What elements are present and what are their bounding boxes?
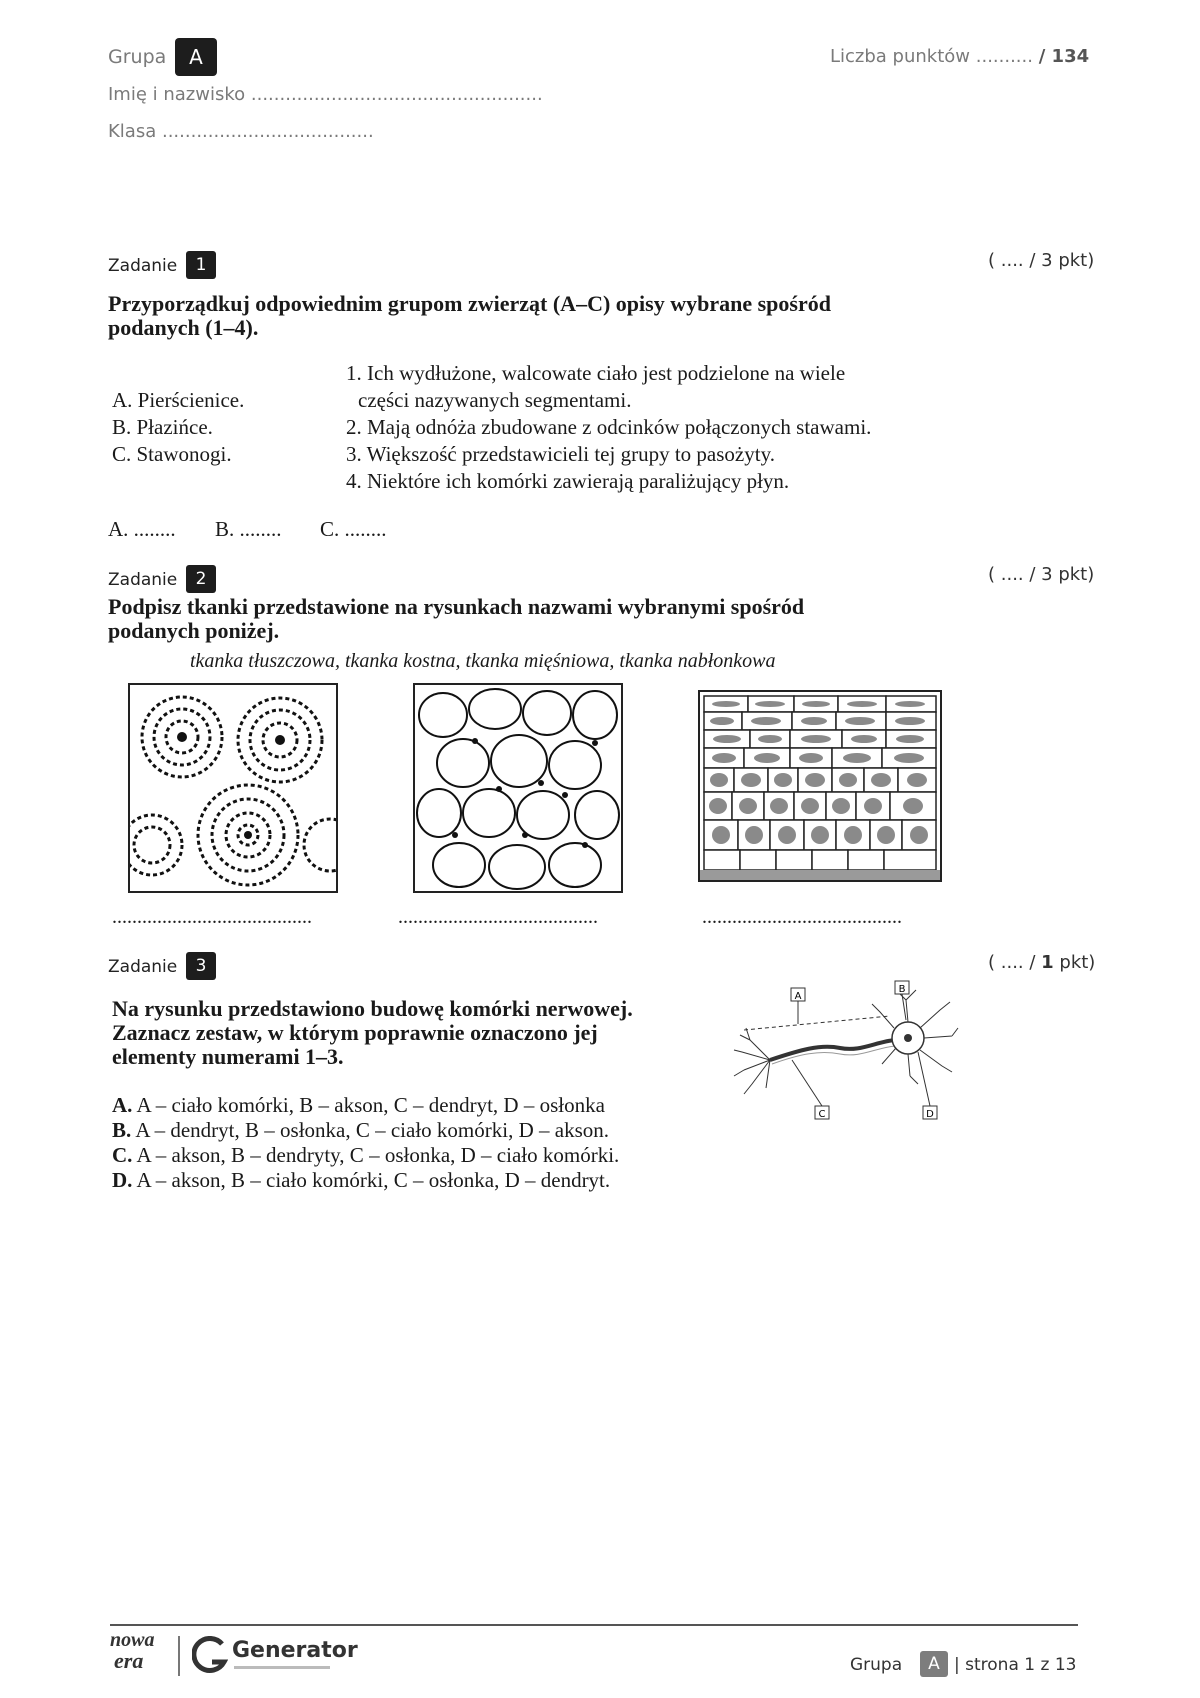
task1-answer-c[interactable]: C. ........ bbox=[320, 517, 387, 541]
task1-groups bbox=[112, 387, 244, 468]
task3-title bbox=[112, 997, 633, 1069]
class-label: Klasa bbox=[108, 121, 157, 142]
group-item: B. Płazińce. bbox=[112, 415, 213, 439]
task3-number: 3 bbox=[186, 952, 216, 980]
option-letter: B. bbox=[112, 1118, 132, 1142]
task3-points bbox=[988, 952, 1095, 973]
task1-number: 1 bbox=[186, 251, 216, 279]
points-total: / 134 bbox=[1038, 46, 1090, 67]
task3-option-a[interactable] bbox=[112, 1093, 619, 1118]
task3-label: Zadanie bbox=[108, 957, 178, 977]
task3-title-line2: Zaznacz zestaw, w którym poprawnie oznaczono jej bbox=[112, 1020, 598, 1045]
task1-descriptions bbox=[346, 360, 871, 495]
task3-points-suffix: pkt) bbox=[1053, 952, 1096, 973]
task2-options: tkanka tłuszczowa, tkanka kostna, tkanka mięśniowa, tkanka nabłonkowa bbox=[190, 650, 776, 672]
description-item: 4. Niektóre ich komórki zawierają paraliżujący płyn. bbox=[346, 469, 790, 493]
points-summary bbox=[830, 46, 1089, 67]
task3-title-line1: Na rysunku przedstawiono budowę komórki nerwowej. bbox=[112, 996, 633, 1021]
footer-group-label: Grupa bbox=[850, 1655, 903, 1675]
generator-g-icon bbox=[192, 1636, 228, 1676]
task2-title-line2: podanych poniżej. bbox=[108, 618, 280, 643]
neuron-diagram bbox=[730, 980, 960, 1130]
brand-line1: nowa bbox=[110, 1629, 155, 1651]
task1-title-line1: Przyporządkuj odpowiednim grupom zwierząt (A–C) opisy wybrane spośród bbox=[108, 291, 831, 316]
group-item: C. Stawonogi. bbox=[112, 442, 232, 466]
footer-page-number: | strona 1 z 13 bbox=[954, 1655, 1077, 1675]
option-letter: D. bbox=[112, 1168, 133, 1192]
task2-answer-1[interactable]: ........................................ bbox=[112, 906, 312, 928]
epithelial-tissue-drawing bbox=[700, 692, 940, 880]
brand-line2: era bbox=[114, 1648, 144, 1673]
task2-points: ( .... / 3 pkt) bbox=[988, 564, 1095, 585]
group-label: Grupa bbox=[108, 46, 167, 68]
task1-title bbox=[108, 292, 831, 340]
task3-option-d[interactable] bbox=[112, 1168, 619, 1193]
task2-answer-3[interactable]: ........................................ bbox=[702, 906, 902, 928]
task1-answer-b[interactable]: B. ........ bbox=[215, 517, 282, 541]
option-text: A – ciało komórki, B – akson, C – dendryt, D – osłonka bbox=[136, 1093, 605, 1117]
nowa-era-logo bbox=[110, 1630, 170, 1678]
task2-number: 2 bbox=[186, 565, 216, 593]
description-item: 2. Mają odnóża zbudowane z odcinków połączonych stawami. bbox=[346, 415, 872, 439]
class-field[interactable] bbox=[108, 121, 374, 142]
tissue-image-adipose bbox=[413, 683, 623, 893]
class-dots: ..................................... bbox=[161, 121, 374, 142]
name-field[interactable] bbox=[108, 84, 543, 105]
neuron-drawing bbox=[730, 980, 960, 1130]
bone-tissue-drawing bbox=[130, 685, 336, 891]
diagram-label-b: B bbox=[898, 984, 906, 995]
task2-title-line1: Podpisz tkanki przedstawione na rysunkach nazwami wybranymi spośród bbox=[108, 594, 805, 619]
option-text: A – dendryt, B – osłonka, C – ciało komórki, D – akson. bbox=[135, 1118, 609, 1142]
task2-title bbox=[108, 595, 804, 643]
footer-group-badge: A bbox=[920, 1651, 948, 1677]
task3-options bbox=[112, 1093, 619, 1193]
footer-divider bbox=[110, 1624, 1078, 1626]
name-dots: ................................................... bbox=[250, 84, 543, 105]
description-item: 3. Większość przedstawicieli tej grupy to pasożyty. bbox=[346, 442, 775, 466]
task3-points-prefix: ( .... / bbox=[988, 952, 1042, 973]
adipose-tissue-drawing bbox=[415, 685, 621, 891]
task2-answer-2[interactable]: ........................................ bbox=[398, 906, 598, 928]
task3-title-line3: elementy numerami 1–3. bbox=[112, 1044, 344, 1069]
description-item: 1. Ich wydłużone, walcowate ciało jest podzielone na wiele bbox=[346, 361, 846, 385]
tissue-image-epithelial bbox=[698, 690, 942, 882]
task3-points-value: 1 bbox=[1041, 952, 1054, 973]
generator-text: Generator bbox=[232, 1638, 358, 1663]
task1-label: Zadanie bbox=[108, 256, 178, 276]
task3-option-b[interactable] bbox=[112, 1118, 619, 1143]
generator-subline bbox=[234, 1666, 330, 1669]
footer-logo-divider bbox=[178, 1636, 180, 1676]
task3-option-c[interactable] bbox=[112, 1143, 619, 1168]
diagram-label-a: A bbox=[794, 991, 802, 1002]
task2-label: Zadanie bbox=[108, 570, 178, 590]
points-label: Liczba punktów bbox=[830, 46, 971, 67]
option-text: A – akson, B – ciało komórki, C – osłonka, D – dendryt. bbox=[136, 1168, 611, 1192]
task1-answer-a[interactable]: A. ........ bbox=[108, 517, 176, 541]
diagram-label-c: C bbox=[818, 1109, 826, 1120]
name-label: Imię i nazwisko bbox=[108, 84, 246, 105]
option-letter: C. bbox=[112, 1143, 133, 1167]
option-text: A – akson, B – dendryty, C – osłonka, D – ciało komórki. bbox=[136, 1143, 620, 1167]
task1-points: ( .... / 3 pkt) bbox=[988, 250, 1095, 271]
group-badge: A bbox=[175, 38, 217, 76]
description-item: części nazywanych segmentami. bbox=[358, 388, 632, 412]
diagram-label-d: D bbox=[926, 1109, 934, 1120]
points-dots: .......... bbox=[975, 46, 1033, 67]
task1-title-line2: podanych (1–4). bbox=[108, 315, 259, 340]
tissue-image-bone bbox=[128, 683, 338, 893]
group-item: A. Pierścienice. bbox=[112, 388, 245, 412]
option-letter: A. bbox=[112, 1093, 133, 1117]
